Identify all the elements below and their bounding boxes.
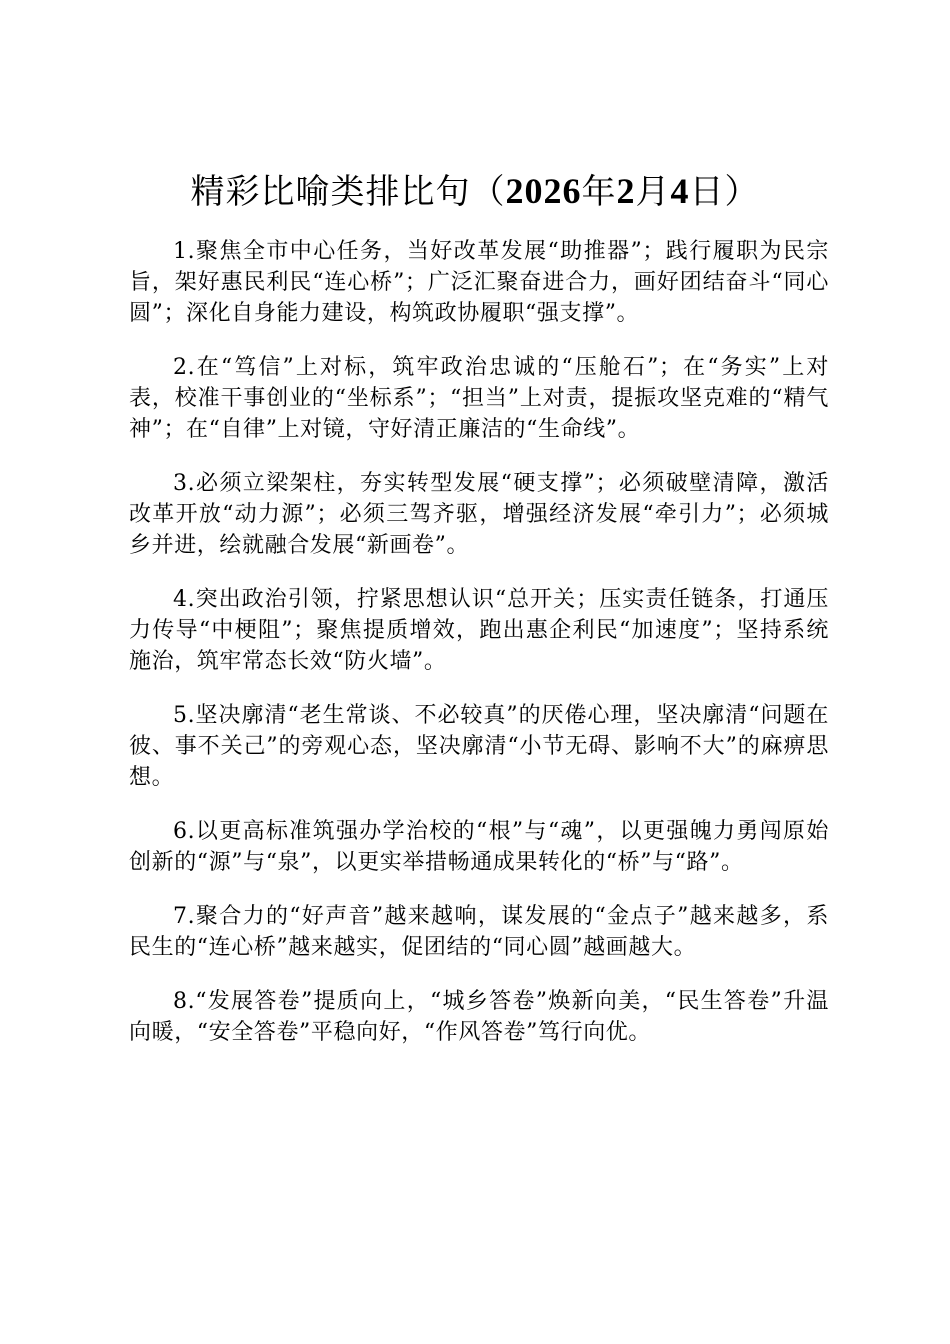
title-month: 2 [616,171,636,211]
paragraph-3: 3.必须立梁架柱，夯实转型发展“硬支撑”；必须破壁清障，激活改革开放“动力源”；必须三驾齐驱，增强经济发展“牵引力”；必须城乡并进，绘就融合发展“新画卷”。 [129,471,829,558]
paragraph-4: 4.突出政治引领，拧紧思想认识“总开关；压实责任链条，打通压力传导“中梗阻”；聚焦提质增效，跑出惠企利民“加速度”；坚持系统施治，筑牢常态长效“防火墙”。 [129,587,829,674]
title-day-char: 日） [689,172,760,212]
title-year: 2026 [505,171,582,211]
title-month-char: 月 [635,172,671,212]
paragraph-6: 6.以更高标准筑强办学治校的“根”与“魂”，以更强魄力勇闯原始创新的“源”与“泉”，以更实举措畅通成果转化的“桥”与“路”。 [129,819,829,875]
title-day: 4 [670,171,690,211]
paragraph-8: 8.“发展答卷”提质向上，“城乡答卷”焕新向美，“民生答卷”升温向暖，“安全答卷”平稳向好，“作风答卷”笃行向优。 [129,989,829,1045]
title-text: 精彩比喻类排比句（ [190,172,506,212]
paragraph-2: 2.在“笃信”上对标，筑牢政治忠诚的“压舱石”；在“务实”上对表，校准干事创业的“坐标系”；“担当”上对责，提振攻坚克难的“精气神”；在“自律”上对镜，守好清正廉洁的“生命线”。 [129,355,829,442]
document-body [129,236,829,1071]
paragraph-5: 5.坚决廓清“老生常谈、不必较真”的厌倦心理，坚决廓清“问题在彼、事不关己”的旁观心态，坚决廓清“小节无碍、影响不大”的麻痹思想。 [129,703,829,790]
paragraph-7: 7.聚合力的“好声音”越来越响，谋发展的“金点子”越来越多，系民生的“连心桥”越来越实，促团结的“同心圆”越画越大。 [129,904,829,960]
paragraph-1: 1.聚焦全市中心任务，当好改革发展“助推器”；践行履职为民宗旨，架好惠民利民“连心桥”；广泛汇聚奋进合力，画好团结奋斗“同心圆”；深化自身能力建设，构筑政协履职“强支撑”。 [129,239,829,326]
title-year-char: 年 [581,172,617,212]
document-title [0,168,950,215]
